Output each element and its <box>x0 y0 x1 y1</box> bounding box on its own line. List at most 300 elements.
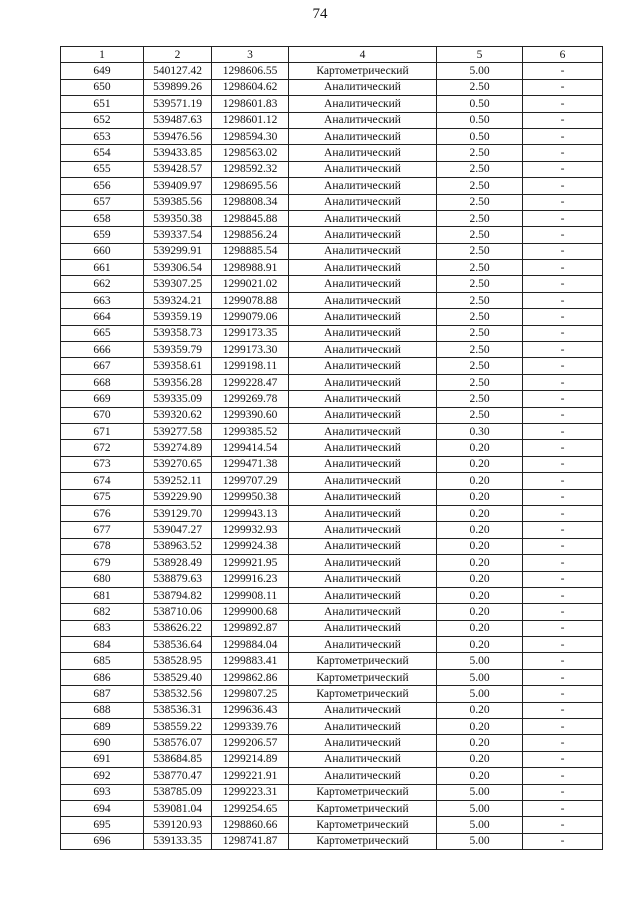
note-cell: - <box>523 276 603 292</box>
note-cell: - <box>523 342 603 358</box>
note-cell: - <box>523 555 603 571</box>
x-coordinate-cell: 538785.09 <box>144 784 212 800</box>
accuracy-cell: 2.50 <box>437 325 523 341</box>
method-cell: Аналитический <box>289 768 437 784</box>
accuracy-cell: 5.00 <box>437 817 523 833</box>
table-row <box>61 817 603 833</box>
note-cell: - <box>523 800 603 816</box>
x-coordinate-cell: 539359.19 <box>144 309 212 325</box>
table-row <box>61 227 603 243</box>
method-cell: Аналитический <box>289 112 437 128</box>
table-row <box>61 243 603 259</box>
table-header-row <box>61 47 603 63</box>
method-cell: Аналитический <box>289 719 437 735</box>
accuracy-cell: 0.20 <box>437 604 523 620</box>
y-coordinate-cell: 1298563.02 <box>212 145 289 161</box>
table-row <box>61 702 603 718</box>
table-row <box>61 112 603 128</box>
accuracy-cell: 2.50 <box>437 227 523 243</box>
table-row <box>61 637 603 653</box>
point-number-cell: 679 <box>61 555 144 571</box>
note-cell: - <box>523 473 603 489</box>
y-coordinate-cell: 1299214.89 <box>212 751 289 767</box>
y-coordinate-cell: 1299884.04 <box>212 637 289 653</box>
table-row <box>61 604 603 620</box>
y-coordinate-cell: 1299807.25 <box>212 686 289 702</box>
table-row <box>61 833 603 849</box>
y-coordinate-cell: 1298604.62 <box>212 79 289 95</box>
y-coordinate-cell: 1298594.30 <box>212 128 289 144</box>
point-number-cell: 672 <box>61 440 144 456</box>
column-header: 5 <box>437 47 523 63</box>
note-cell: - <box>523 325 603 341</box>
accuracy-cell: 0.50 <box>437 112 523 128</box>
table-row <box>61 325 603 341</box>
accuracy-cell: 5.00 <box>437 63 523 79</box>
table-row <box>61 686 603 702</box>
note-cell: - <box>523 505 603 521</box>
y-coordinate-cell: 1299932.93 <box>212 522 289 538</box>
note-cell: - <box>523 391 603 407</box>
y-coordinate-cell: 1299339.76 <box>212 719 289 735</box>
table-row <box>61 473 603 489</box>
note-cell: - <box>523 292 603 308</box>
accuracy-cell: 0.20 <box>437 456 523 472</box>
method-cell: Аналитический <box>289 637 437 653</box>
x-coordinate-cell: 539571.19 <box>144 96 212 112</box>
table-body <box>61 63 603 850</box>
method-cell: Аналитический <box>289 571 437 587</box>
x-coordinate-cell: 539299.91 <box>144 243 212 259</box>
table-row <box>61 260 603 276</box>
note-cell: - <box>523 63 603 79</box>
table-row <box>61 751 603 767</box>
point-number-cell: 690 <box>61 735 144 751</box>
note-cell: - <box>523 784 603 800</box>
x-coordinate-cell: 539129.70 <box>144 505 212 521</box>
x-coordinate-cell: 539081.04 <box>144 800 212 816</box>
accuracy-cell: 0.20 <box>437 489 523 505</box>
note-cell: - <box>523 719 603 735</box>
method-cell: Картометрический <box>289 817 437 833</box>
accuracy-cell: 0.20 <box>437 538 523 554</box>
y-coordinate-cell: 1299707.29 <box>212 473 289 489</box>
note-cell: - <box>523 538 603 554</box>
table-row <box>61 423 603 439</box>
method-cell: Аналитический <box>289 194 437 210</box>
method-cell: Аналитический <box>289 489 437 505</box>
method-cell: Аналитический <box>289 210 437 226</box>
table-row <box>61 669 603 685</box>
x-coordinate-cell: 539409.97 <box>144 178 212 194</box>
accuracy-cell: 2.50 <box>437 342 523 358</box>
column-header: 2 <box>144 47 212 63</box>
x-coordinate-cell: 538559.22 <box>144 719 212 735</box>
table-row <box>61 489 603 505</box>
accuracy-cell: 5.00 <box>437 833 523 849</box>
accuracy-cell: 2.50 <box>437 358 523 374</box>
point-number-cell: 684 <box>61 637 144 653</box>
table-row <box>61 194 603 210</box>
note-cell: - <box>523 669 603 685</box>
point-number-cell: 653 <box>61 128 144 144</box>
y-coordinate-cell: 1299943.13 <box>212 505 289 521</box>
column-header: 3 <box>212 47 289 63</box>
method-cell: Аналитический <box>289 292 437 308</box>
x-coordinate-cell: 539899.26 <box>144 79 212 95</box>
note-cell: - <box>523 653 603 669</box>
point-number-cell: 670 <box>61 407 144 423</box>
coordinates-table <box>60 46 603 850</box>
note-cell: - <box>523 243 603 259</box>
point-number-cell: 671 <box>61 423 144 439</box>
x-coordinate-cell: 539229.90 <box>144 489 212 505</box>
note-cell: - <box>523 637 603 653</box>
column-header: 6 <box>523 47 603 63</box>
note-cell: - <box>523 309 603 325</box>
x-coordinate-cell: 539047.27 <box>144 522 212 538</box>
accuracy-cell: 0.20 <box>437 587 523 603</box>
method-cell: Аналитический <box>289 423 437 439</box>
point-number-cell: 689 <box>61 719 144 735</box>
note-cell: - <box>523 145 603 161</box>
y-coordinate-cell: 1299414.54 <box>212 440 289 456</box>
point-number-cell: 681 <box>61 587 144 603</box>
table-row <box>61 63 603 79</box>
note-cell: - <box>523 751 603 767</box>
note-cell: - <box>523 735 603 751</box>
point-number-cell: 663 <box>61 292 144 308</box>
table-row <box>61 79 603 95</box>
point-number-cell: 667 <box>61 358 144 374</box>
x-coordinate-cell: 539274.89 <box>144 440 212 456</box>
note-cell: - <box>523 587 603 603</box>
y-coordinate-cell: 1299021.02 <box>212 276 289 292</box>
table-row <box>61 440 603 456</box>
method-cell: Картометрический <box>289 63 437 79</box>
method-cell: Аналитический <box>289 342 437 358</box>
x-coordinate-cell: 539120.93 <box>144 817 212 833</box>
x-coordinate-cell: 538626.22 <box>144 620 212 636</box>
x-coordinate-cell: 539307.25 <box>144 276 212 292</box>
note-cell: - <box>523 407 603 423</box>
table-row <box>61 358 603 374</box>
note-cell: - <box>523 161 603 177</box>
method-cell: Аналитический <box>289 735 437 751</box>
table-row <box>61 800 603 816</box>
y-coordinate-cell: 1299228.47 <box>212 374 289 390</box>
accuracy-cell: 2.50 <box>437 292 523 308</box>
accuracy-cell: 2.50 <box>437 391 523 407</box>
x-coordinate-cell: 539133.35 <box>144 833 212 849</box>
y-coordinate-cell: 1299078.88 <box>212 292 289 308</box>
page-number: 74 <box>312 6 328 22</box>
table-row <box>61 587 603 603</box>
table-row <box>61 342 603 358</box>
point-number-cell: 677 <box>61 522 144 538</box>
accuracy-cell: 2.50 <box>437 309 523 325</box>
x-coordinate-cell: 538794.82 <box>144 587 212 603</box>
note-cell: - <box>523 358 603 374</box>
table-row <box>61 292 603 308</box>
table-row <box>61 407 603 423</box>
accuracy-cell: 0.20 <box>437 620 523 636</box>
method-cell: Аналитический <box>289 145 437 161</box>
x-coordinate-cell: 539270.65 <box>144 456 212 472</box>
note-cell: - <box>523 571 603 587</box>
method-cell: Аналитический <box>289 178 437 194</box>
method-cell: Аналитический <box>289 522 437 538</box>
accuracy-cell: 2.50 <box>437 407 523 423</box>
point-number-cell: 695 <box>61 817 144 833</box>
method-cell: Аналитический <box>289 243 437 259</box>
point-number-cell: 657 <box>61 194 144 210</box>
method-cell: Аналитический <box>289 751 437 767</box>
point-number-cell: 685 <box>61 653 144 669</box>
accuracy-cell: 5.00 <box>437 784 523 800</box>
point-number-cell: 683 <box>61 620 144 636</box>
accuracy-cell: 5.00 <box>437 800 523 816</box>
accuracy-cell: 0.50 <box>437 96 523 112</box>
x-coordinate-cell: 539358.61 <box>144 358 212 374</box>
point-number-cell: 676 <box>61 505 144 521</box>
method-cell: Аналитический <box>289 587 437 603</box>
point-number-cell: 693 <box>61 784 144 800</box>
y-coordinate-cell: 1299950.38 <box>212 489 289 505</box>
method-cell: Аналитический <box>289 407 437 423</box>
point-number-cell: 649 <box>61 63 144 79</box>
x-coordinate-cell: 539359.79 <box>144 342 212 358</box>
y-coordinate-cell: 1299900.68 <box>212 604 289 620</box>
method-cell: Аналитический <box>289 260 437 276</box>
point-number-cell: 664 <box>61 309 144 325</box>
method-cell: Аналитический <box>289 538 437 554</box>
method-cell: Аналитический <box>289 374 437 390</box>
point-number-cell: 692 <box>61 768 144 784</box>
table-row <box>61 735 603 751</box>
x-coordinate-cell: 538529.40 <box>144 669 212 685</box>
x-coordinate-cell: 538928.49 <box>144 555 212 571</box>
y-coordinate-cell: 1299269.78 <box>212 391 289 407</box>
note-cell: - <box>523 522 603 538</box>
accuracy-cell: 0.20 <box>437 637 523 653</box>
note-cell: - <box>523 79 603 95</box>
method-cell: Аналитический <box>289 391 437 407</box>
note-cell: - <box>523 227 603 243</box>
method-cell: Аналитический <box>289 79 437 95</box>
accuracy-cell: 2.50 <box>437 260 523 276</box>
y-coordinate-cell: 1299390.60 <box>212 407 289 423</box>
method-cell: Аналитический <box>289 505 437 521</box>
x-coordinate-cell: 539385.56 <box>144 194 212 210</box>
point-number-cell: 680 <box>61 571 144 587</box>
note-cell: - <box>523 440 603 456</box>
method-cell: Картометрический <box>289 653 437 669</box>
y-coordinate-cell: 1299221.91 <box>212 768 289 784</box>
y-coordinate-cell: 1299892.87 <box>212 620 289 636</box>
point-number-cell: 669 <box>61 391 144 407</box>
note-cell: - <box>523 702 603 718</box>
point-number-cell: 696 <box>61 833 144 849</box>
accuracy-cell: 5.00 <box>437 653 523 669</box>
accuracy-cell: 0.50 <box>437 128 523 144</box>
point-number-cell: 665 <box>61 325 144 341</box>
accuracy-cell: 2.50 <box>437 276 523 292</box>
table-row <box>61 522 603 538</box>
method-cell: Аналитический <box>289 128 437 144</box>
point-number-cell: 661 <box>61 260 144 276</box>
y-coordinate-cell: 1299908.11 <box>212 587 289 603</box>
method-cell: Аналитический <box>289 555 437 571</box>
method-cell: Аналитический <box>289 96 437 112</box>
point-number-cell: 688 <box>61 702 144 718</box>
x-coordinate-cell: 539335.09 <box>144 391 212 407</box>
method-cell: Картометрический <box>289 833 437 849</box>
y-coordinate-cell: 1299254.65 <box>212 800 289 816</box>
y-coordinate-cell: 1299924.38 <box>212 538 289 554</box>
y-coordinate-cell: 1299921.95 <box>212 555 289 571</box>
x-coordinate-cell: 539433.85 <box>144 145 212 161</box>
table-row <box>61 505 603 521</box>
y-coordinate-cell: 1299471.38 <box>212 456 289 472</box>
note-cell: - <box>523 194 603 210</box>
y-coordinate-cell: 1298592.32 <box>212 161 289 177</box>
method-cell: Аналитический <box>289 309 437 325</box>
point-number-cell: 652 <box>61 112 144 128</box>
y-coordinate-cell: 1298860.66 <box>212 817 289 833</box>
note-cell: - <box>523 112 603 128</box>
x-coordinate-cell: 539358.73 <box>144 325 212 341</box>
x-coordinate-cell: 539476.56 <box>144 128 212 144</box>
point-number-cell: 654 <box>61 145 144 161</box>
y-coordinate-cell: 1298601.83 <box>212 96 289 112</box>
point-number-cell: 674 <box>61 473 144 489</box>
method-cell: Аналитический <box>289 325 437 341</box>
accuracy-cell: 0.20 <box>437 751 523 767</box>
table-row <box>61 653 603 669</box>
method-cell: Картометрический <box>289 669 437 685</box>
x-coordinate-cell: 539350.38 <box>144 210 212 226</box>
table-row <box>61 276 603 292</box>
accuracy-cell: 0.20 <box>437 702 523 718</box>
accuracy-cell: 2.50 <box>437 145 523 161</box>
x-coordinate-cell: 538770.47 <box>144 768 212 784</box>
x-coordinate-cell: 538576.07 <box>144 735 212 751</box>
table-row <box>61 145 603 161</box>
x-coordinate-cell: 539306.54 <box>144 260 212 276</box>
table-row <box>61 571 603 587</box>
y-coordinate-cell: 1298885.54 <box>212 243 289 259</box>
y-coordinate-cell: 1298856.24 <box>212 227 289 243</box>
method-cell: Аналитический <box>289 440 437 456</box>
point-number-cell: 687 <box>61 686 144 702</box>
y-coordinate-cell: 1299206.57 <box>212 735 289 751</box>
table-row <box>61 178 603 194</box>
note-cell: - <box>523 423 603 439</box>
x-coordinate-cell: 539487.63 <box>144 112 212 128</box>
accuracy-cell: 5.00 <box>437 686 523 702</box>
point-number-cell: 668 <box>61 374 144 390</box>
method-cell: Аналитический <box>289 161 437 177</box>
column-header: 1 <box>61 47 144 63</box>
method-cell: Картометрический <box>289 784 437 800</box>
method-cell: Аналитический <box>289 702 437 718</box>
note-cell: - <box>523 178 603 194</box>
point-number-cell: 662 <box>61 276 144 292</box>
y-coordinate-cell: 1299883.41 <box>212 653 289 669</box>
x-coordinate-cell: 538963.52 <box>144 538 212 554</box>
table-row <box>61 96 603 112</box>
y-coordinate-cell: 1299173.30 <box>212 342 289 358</box>
accuracy-cell: 0.20 <box>437 719 523 735</box>
accuracy-cell: 0.20 <box>437 735 523 751</box>
point-number-cell: 650 <box>61 79 144 95</box>
accuracy-cell: 2.50 <box>437 79 523 95</box>
table-row <box>61 719 603 735</box>
table-row <box>61 620 603 636</box>
table-row <box>61 768 603 784</box>
accuracy-cell: 0.20 <box>437 768 523 784</box>
y-coordinate-cell: 1299198.11 <box>212 358 289 374</box>
point-number-cell: 658 <box>61 210 144 226</box>
x-coordinate-cell: 540127.42 <box>144 63 212 79</box>
y-coordinate-cell: 1299916.23 <box>212 571 289 587</box>
x-coordinate-cell: 538536.64 <box>144 637 212 653</box>
method-cell: Аналитический <box>289 604 437 620</box>
x-coordinate-cell: 539252.11 <box>144 473 212 489</box>
point-number-cell: 659 <box>61 227 144 243</box>
point-number-cell: 660 <box>61 243 144 259</box>
y-coordinate-cell: 1298741.87 <box>212 833 289 849</box>
table-row <box>61 784 603 800</box>
y-coordinate-cell: 1298695.56 <box>212 178 289 194</box>
x-coordinate-cell: 538710.06 <box>144 604 212 620</box>
note-cell: - <box>523 489 603 505</box>
note-cell: - <box>523 686 603 702</box>
table-row <box>61 374 603 390</box>
x-coordinate-cell: 539277.58 <box>144 423 212 439</box>
y-coordinate-cell: 1299636.43 <box>212 702 289 718</box>
table-row <box>61 538 603 554</box>
method-cell: Аналитический <box>289 473 437 489</box>
x-coordinate-cell: 538528.95 <box>144 653 212 669</box>
method-cell: Аналитический <box>289 276 437 292</box>
point-number-cell: 673 <box>61 456 144 472</box>
y-coordinate-cell: 1298808.34 <box>212 194 289 210</box>
note-cell: - <box>523 456 603 472</box>
accuracy-cell: 0.20 <box>437 555 523 571</box>
point-number-cell: 682 <box>61 604 144 620</box>
accuracy-cell: 0.20 <box>437 440 523 456</box>
y-coordinate-cell: 1299079.06 <box>212 309 289 325</box>
accuracy-cell: 0.20 <box>437 571 523 587</box>
note-cell: - <box>523 833 603 849</box>
accuracy-cell: 2.50 <box>437 161 523 177</box>
point-number-cell: 655 <box>61 161 144 177</box>
accuracy-cell: 2.50 <box>437 178 523 194</box>
point-number-cell: 686 <box>61 669 144 685</box>
note-cell: - <box>523 604 603 620</box>
y-coordinate-cell: 1298601.12 <box>212 112 289 128</box>
method-cell: Картометрический <box>289 800 437 816</box>
note-cell: - <box>523 128 603 144</box>
accuracy-cell: 5.00 <box>437 669 523 685</box>
method-cell: Картометрический <box>289 686 437 702</box>
method-cell: Аналитический <box>289 456 437 472</box>
point-number-cell: 694 <box>61 800 144 816</box>
method-cell: Аналитический <box>289 227 437 243</box>
table-row <box>61 128 603 144</box>
